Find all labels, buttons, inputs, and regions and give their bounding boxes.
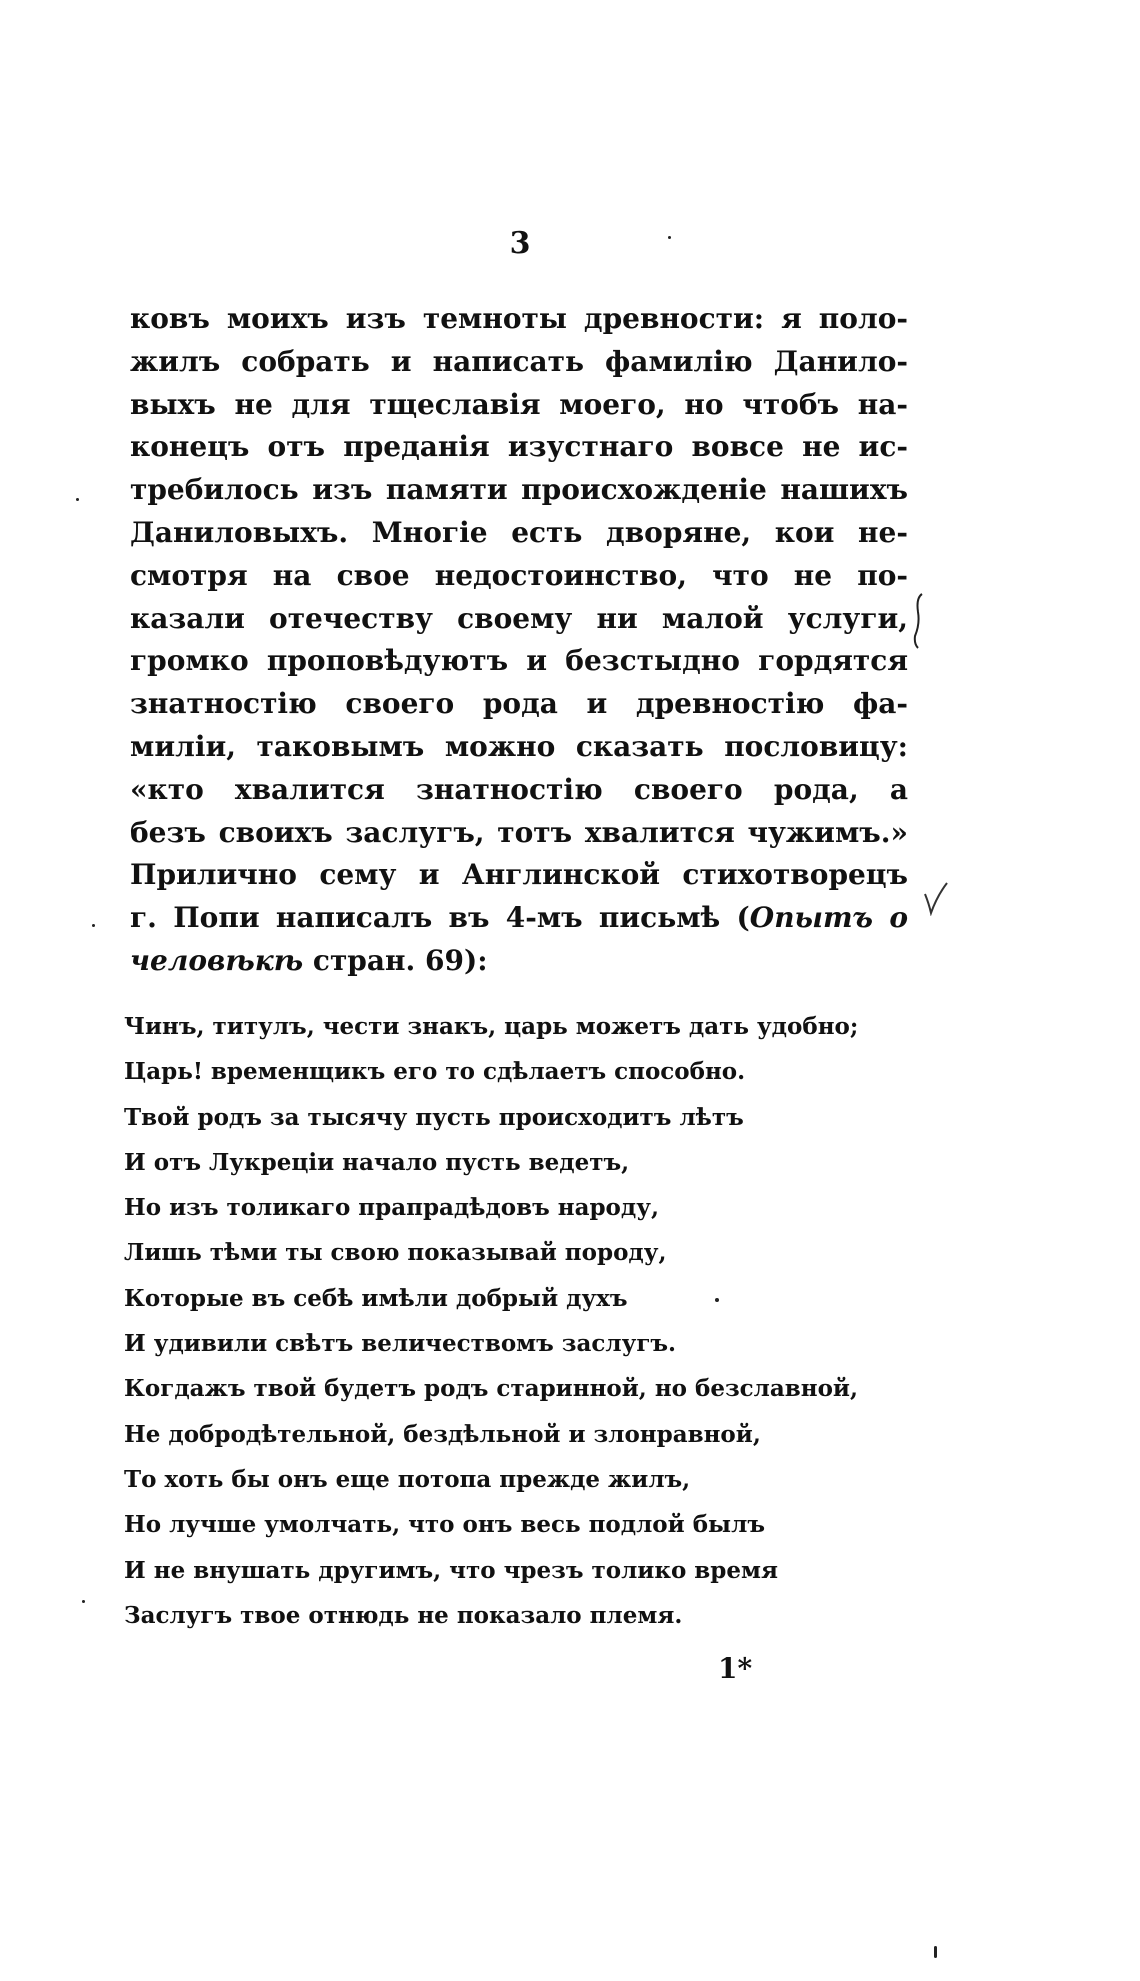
prose-line: конецъ отъ преданія изустнаго вовсе не ис- — [130, 430, 908, 464]
prose-line: смотря на свое недостоинство, что не по- — [130, 558, 908, 592]
ink-speck — [82, 1600, 85, 1603]
prose-line: казали отечеству своему ни малой услуги, — [130, 601, 908, 635]
ink-speck — [92, 924, 95, 927]
verse-line: Которые въ себѣ имѣли добрый духъ — [124, 1284, 628, 1312]
prose-line: громко проповѣдуютъ и безстыдно гордятся — [130, 644, 908, 678]
prose-line: Прилично сему и Англинской стихотворецъ — [130, 858, 908, 892]
verse-line: Но лучше умолчать, что онъ весь подлой былъ — [124, 1511, 765, 1539]
ink-speck — [934, 1946, 937, 1958]
prose-line: выхъ не для тщеславія моего, но чтобъ на- — [130, 387, 908, 421]
prose-line: миліи, таковымъ можно сказать пословицу: — [130, 729, 908, 763]
verse-line: Чинъ, титулъ, чести знакъ, царь можетъ дать удобно; — [124, 1013, 859, 1040]
margin-check-mark — [922, 880, 950, 916]
prose-block — [130, 298, 908, 983]
ink-speck — [76, 498, 79, 501]
verse-line: Твой родъ за тысячу пусть происходитъ лѣтъ — [124, 1103, 744, 1131]
prose-line-mixed — [130, 897, 908, 940]
prose-line: жилъ собрать и написать фамилію Данило- — [130, 344, 908, 378]
verse-line: Не добродѣтельной, бездѣльной и злонравной, — [124, 1420, 761, 1448]
ink-speck — [668, 236, 671, 239]
book-title-italic: человѣкѣ — [130, 943, 304, 977]
prose-line: безъ своихъ заслугъ, тотъ хвалится чужимъ.» — [130, 815, 908, 849]
margin-bracket-mark — [912, 592, 926, 650]
prose-line: Даниловыхъ. Многіе есть дворяне, кои не- — [130, 515, 908, 549]
verse-block — [124, 1004, 924, 1638]
verse-line: Царь! временщикъ его то сдѣлаетъ способно. — [124, 1058, 746, 1086]
verse-line: Когдажъ твой будетъ родъ старинной, но безславной, — [124, 1375, 859, 1403]
prose-line: требилось изъ памяти происхожденіе нашихъ — [130, 473, 908, 507]
page-number: 3 — [509, 226, 531, 261]
prose-line: ковъ моихъ изъ темноты древности: я поло- — [130, 302, 908, 335]
verse-line: Но изъ толикаго прапрадѣдовъ народу, — [124, 1194, 659, 1222]
prose-line: знатностію своего рода и древностію фа- — [130, 687, 908, 721]
verse-line: И удивили свѣтъ величествомъ заслугъ. — [124, 1330, 677, 1358]
verse-line: Заслугъ твое отнюдь не показало племя. — [124, 1601, 683, 1629]
prose-line-text: г. Попи написалъ въ 4-мъ письмѣ ( — [130, 901, 750, 935]
prose-line-text: стран. 69): — [303, 943, 488, 977]
prose-line-mixed — [130, 940, 908, 983]
ink-speck — [715, 1298, 719, 1302]
prose-line: «кто хвалится знатностію своего рода, а — [130, 772, 908, 806]
verse-line: То хоть бы онъ еще потопа прежде жилъ, — [124, 1465, 691, 1493]
signature-mark: 1* — [718, 1652, 753, 1685]
verse-line: И не внушать другимъ, что чрезъ толико время — [124, 1556, 778, 1584]
book-title-italic: Опытъ о — [749, 901, 908, 935]
verse-line: Лишь тѣми ты свою показывай породу, — [124, 1239, 667, 1267]
verse-line: И отъ Лукреціи начало пусть ведетъ, — [124, 1148, 630, 1176]
